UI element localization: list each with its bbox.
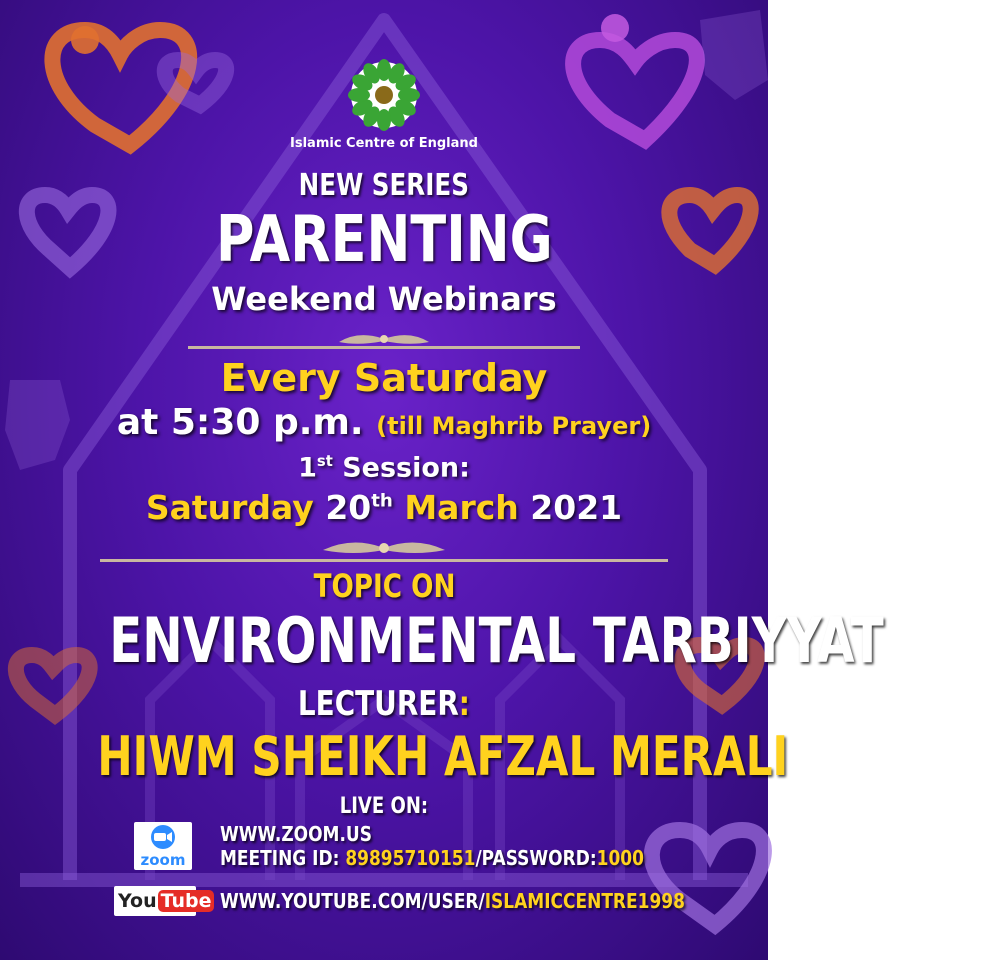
zoom-details <box>220 822 719 870</box>
time-value: 5:30 p.m. <box>170 402 364 443</box>
schedule-time <box>0 402 768 443</box>
schedule-day: Every Saturday <box>220 356 548 400</box>
page-title <box>0 205 768 275</box>
org-name: Islamic Centre of England <box>290 136 478 151</box>
series-text: NEW SERIES <box>298 168 470 203</box>
zoom-url[interactable]: WWW.ZOOM.US <box>220 822 372 846</box>
date-num: 20 <box>325 488 372 527</box>
date-month: March <box>404 488 519 527</box>
topic-label-text: TOPIC ON <box>313 567 455 605</box>
youtube-channel: ISLAMICCENTRE1998 <box>484 889 685 913</box>
time-prefix: at <box>116 402 159 443</box>
lecturer-colon: : <box>458 684 471 724</box>
topic-name-text: ENVIRONMENTAL TARBIYYAT <box>109 604 884 677</box>
topic-name <box>0 604 884 677</box>
topic-label <box>0 567 768 605</box>
lecturer-label-text: LECTURER <box>297 684 459 724</box>
youtube-logo-tube: Tube <box>158 890 215 912</box>
live-on-label <box>0 794 768 819</box>
zoom-camera-icon <box>146 825 180 849</box>
heart-icon-top-right <box>573 40 697 140</box>
lecturer-name <box>0 725 789 788</box>
password-label: /PASSWORD: <box>475 846 597 870</box>
zoom-logo-icon[interactable] <box>134 822 192 870</box>
session-text: Session: <box>342 452 470 484</box>
youtube-logo-icon[interactable] <box>114 886 212 916</box>
title-text: PARENTING <box>215 203 553 277</box>
subtitle: Weekend Webinars <box>211 280 557 318</box>
session-sup: st <box>316 452 333 470</box>
lecturer-label <box>0 684 768 724</box>
divider-middle <box>100 559 668 562</box>
meeting-label: MEETING ID: <box>220 846 346 870</box>
date-year: 2021 <box>530 488 623 527</box>
time-note: (till Maghrib Prayer) <box>376 412 652 440</box>
heart-icon-top-mid-left <box>165 60 226 105</box>
password-value: 1000 <box>596 846 644 870</box>
youtube-url-prefix: WWW.YOUTUBE.COM/USER/ <box>220 889 485 913</box>
islamic-centre-logo-icon <box>347 58 421 132</box>
date-sup: th <box>371 490 393 512</box>
lecturer-name-text: HIWM SHEIKH AFZAL MERALI <box>97 725 789 788</box>
series-label <box>0 168 768 203</box>
date-day: Saturday <box>145 488 314 527</box>
youtube-link[interactable] <box>220 889 767 913</box>
session-label <box>0 452 768 483</box>
ornament-icon <box>318 536 450 560</box>
divider-top <box>188 346 580 349</box>
meeting-id: 89895710151 <box>345 846 476 870</box>
hand-icon-top-right <box>700 10 768 100</box>
zoom-logo-text: zoom <box>140 851 186 869</box>
live-on-text: LIVE ON: <box>339 794 429 819</box>
session-num: 1 <box>298 452 317 484</box>
youtube-logo-you: You <box>118 890 157 912</box>
session-date <box>0 488 768 527</box>
